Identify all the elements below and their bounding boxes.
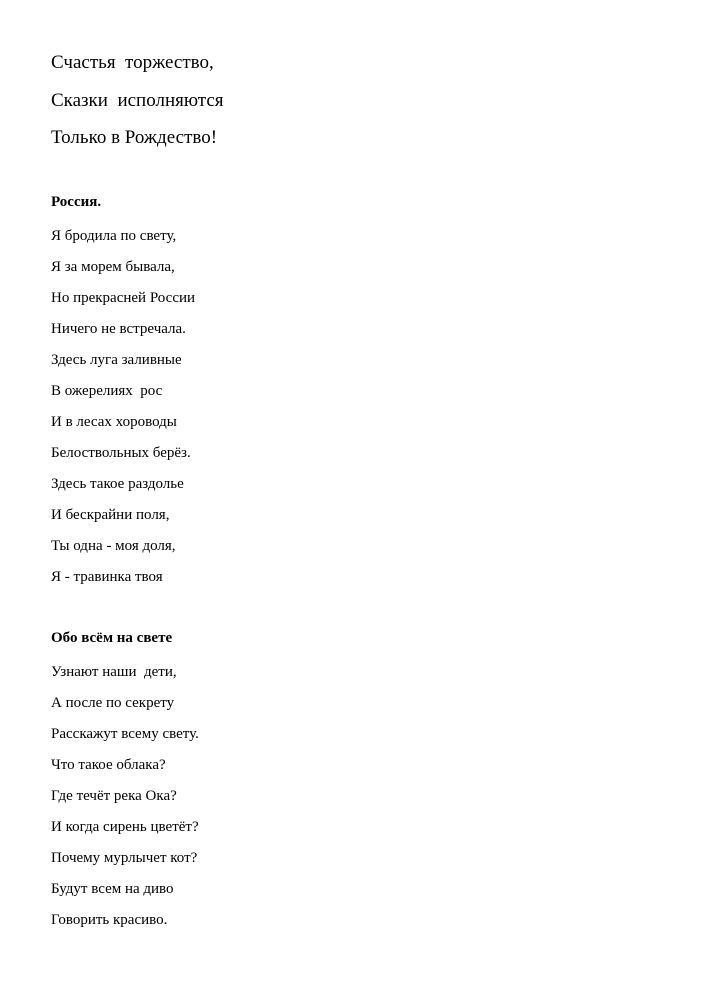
poem-line: Здесь такое раздолье [51,476,184,492]
poem-line: И когда сирень цветёт? [51,819,199,835]
poem-line: В ожерелиях рос [51,383,163,399]
poem-line: Будут всем на диво [51,881,174,897]
poem-title-russia: Россия. [51,194,102,210]
poem-line: А после по секрету [51,695,175,711]
poem-line: Расскажут всему свету. [51,726,199,742]
poem-line: И бескрайни поля, [51,507,170,523]
intro-line: Сказки исполняются [51,90,224,111]
poem-line: Здесь луга заливные [51,352,182,368]
poem-line: Я бродила по свету, [51,228,177,244]
intro-line: Счастья торжество, [51,52,214,73]
poem-title-about-everything: Обо всём на свете [51,630,173,646]
poem-line: Где течёт река Ока? [51,788,177,804]
poem-line: Ты одна - моя доля, [51,538,176,554]
poem-line: Я - травинка твоя [51,569,163,585]
poem-line: И в лесах хороводы [51,414,177,430]
poem-line: Ничего не встречала. [51,321,186,337]
intro-line: Только в Рождество! [51,127,218,148]
poem-line: Что такое облака? [51,757,166,773]
poem-line: Узнают наши дети, [51,664,177,680]
poem-line: Белоствольных берёз. [51,445,191,461]
poem-line: Я за морем бывала, [51,259,175,275]
poem-line: Говорить красиво. [51,912,168,928]
poem-line: Почему мурлычет кот? [51,850,198,866]
poem-line: Но прекрасней России [51,290,196,306]
